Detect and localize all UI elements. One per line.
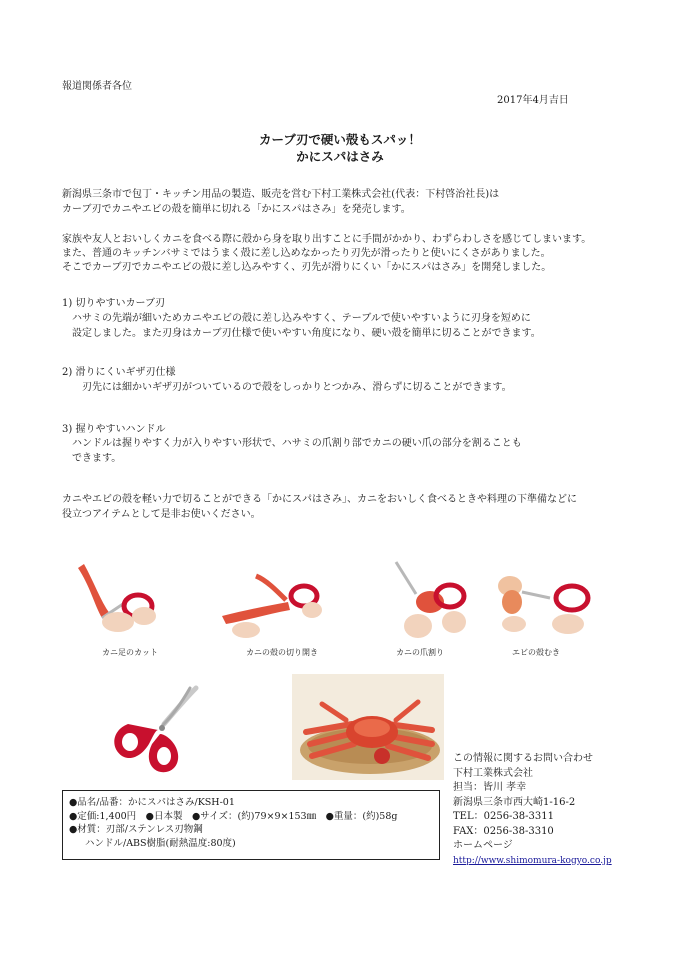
feature-1-line-1: ハサミの先端が細いためカニやエビの殻に差し込みやすく、テーブルで使いやすいように刃身を短めに (72, 313, 531, 324)
product-name-title: かにスパはさみ (296, 149, 384, 164)
contact-address: 新潟県三条市西大崎1-16-2 (453, 796, 576, 808)
contact-person: 担当：皆川 孝幸 (453, 782, 527, 793)
feature-1-line-2: 設定しました。また刃身はカーブ刃仕様で使いやすい角度になり、硬い殻を簡単に切ることができます。 (72, 328, 541, 339)
background-line-3: そこでカーブ刃でカニやエビの殻に差し込みやすく、刃先が滑りにくい「かにスパはさみ」を開発しました。 (62, 262, 552, 273)
crab-dish-image (292, 674, 444, 780)
addressee: 報道関係者各位 (62, 81, 132, 92)
caption-leg-cut: カニ足のカット (102, 648, 158, 657)
headline: カーブ刃で硬い殻もスパッ！ (259, 132, 421, 147)
contact-homepage-label: ホームページ (453, 840, 513, 851)
closing-line-2: 役立つアイテムとして是非お使いください。 (62, 509, 261, 520)
background-line-2: また、普通のキッチンバサミではうまく殻に差し込めなかったり刃先が滑ったりと使いにくさがありました。 (62, 248, 551, 259)
feature-3-heading: 3) 握りやすいハンドル (62, 424, 166, 435)
intro-line-1: 新潟県三条市で包丁・キッチン用品の製造、販売を営む下村工業株式会社(代表：下村啓治社長)は (62, 189, 500, 200)
release-date: 2017年4月吉日 (497, 95, 569, 106)
usage-photo-leg-cut (64, 556, 176, 642)
contact-fax: FAX：0256-38-3310 (453, 825, 554, 837)
usage-photo-claw-crack (390, 556, 474, 644)
caption-shrimp-peel: エビの殻むき (512, 648, 560, 657)
feature-3-line-2: できます。 (72, 453, 122, 464)
caption-claw-crack: カニの爪割り (396, 648, 444, 657)
spec-price-size-weight: ●定価:1,400円 ●日本製 ●サイズ：(約)79×9×153㎜ ●重量：(約)58g (69, 810, 398, 822)
product-scissors-image (104, 684, 204, 780)
feature-2-heading: 2) 滑りにくいギザ刃仕様 (62, 367, 176, 378)
feature-1-heading: 1) 切りやすいカーブ刃 (62, 298, 165, 309)
spec-material-handle: ハンドル/ABS樹脂(耐熱温度:80度) (85, 837, 236, 849)
contact-heading: この情報に関するお問い合わせ (453, 753, 593, 764)
usage-photo-shell-open (216, 560, 334, 640)
spec-box (62, 790, 440, 860)
background-line-1: 家族や友人とおいしくカニを食べる際に殻から身を取り出すことに手間がかかり、わずらわしさを感じてしまいます。 (62, 234, 592, 245)
caption-shell-open: カニの殻の切り開き (246, 648, 318, 657)
contact-tel: TEL：0256-38-3311 (453, 811, 554, 822)
usage-photo-shrimp-peel (492, 562, 604, 644)
feature-2-line-1: 刃先には細かいギザ刃がついているので殻をしっかりとつかみ、滑らずに切ることができます。 (82, 382, 512, 393)
spec-material-blade: ●材質：刃部/ステンレス刃物鋼 (69, 824, 203, 835)
closing-line-1: カニやエビの殻を軽い力で切ることができる「かにスパはさみ」、カニをおいしく食べるときや料理の下準備などに (62, 494, 577, 505)
intro-line-2: カーブ刃でカニやエビの殻を簡単に切れる「かにスパはさみ」を発売します。 (62, 204, 411, 215)
feature-3-line-1: ハンドルは握りやすく力が入りやすい形状で、ハサミの爪割り部でカニの硬い爪の部分を割ることも (72, 438, 522, 449)
contact-company: 下村工業株式会社 (453, 767, 533, 779)
homepage-link[interactable]: http://www.shimomura-kogyo.co.jp (453, 855, 612, 866)
contact-block (453, 752, 612, 868)
spec-product-name: ●品名/品番：かにスパはさみ/KSH-01 (69, 797, 235, 808)
